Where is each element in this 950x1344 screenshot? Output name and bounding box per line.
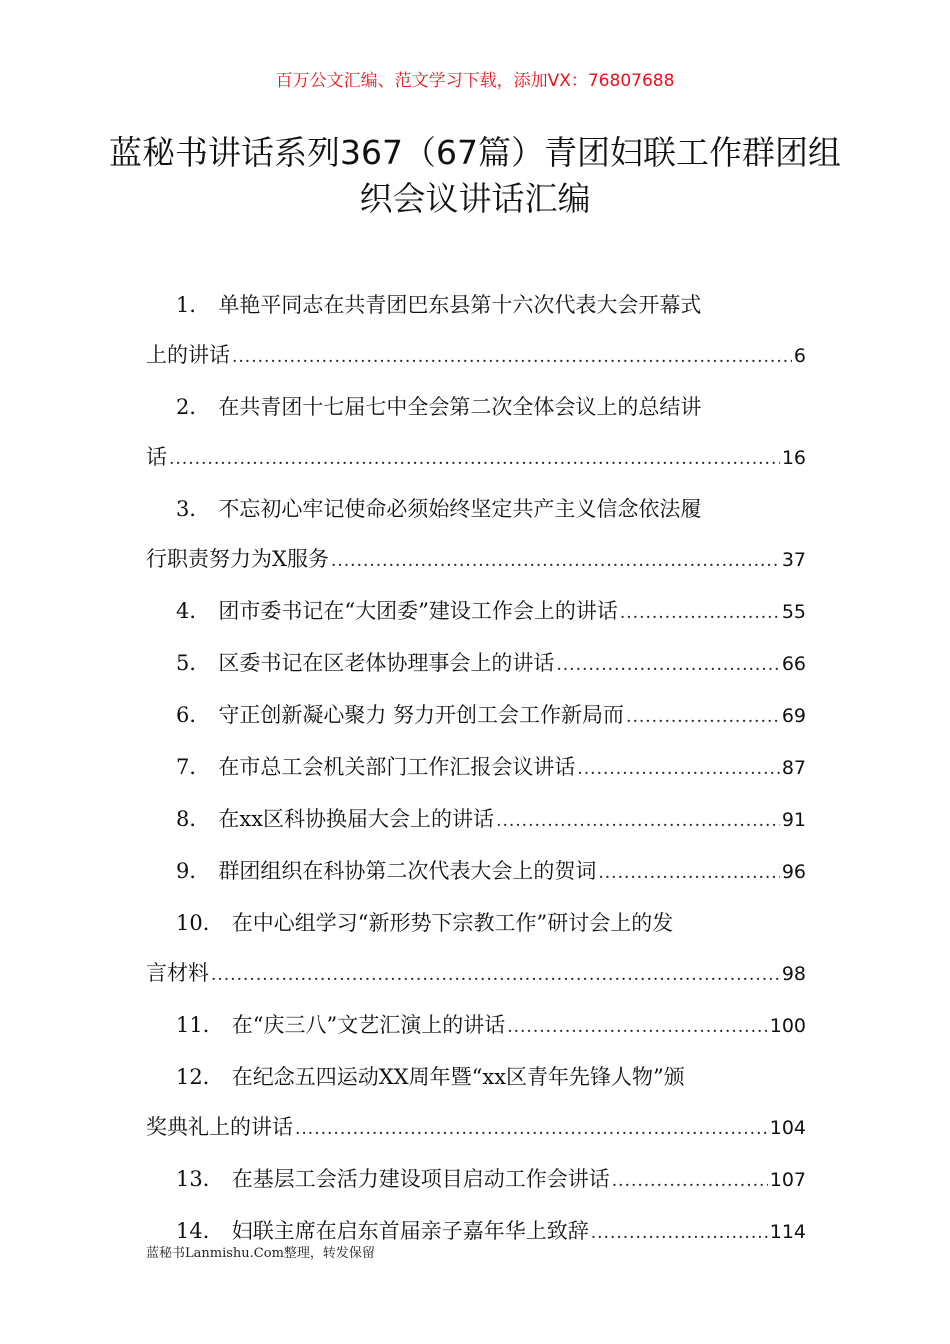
toc-leader-dots	[211, 950, 780, 1000]
toc-page-number: 107	[769, 1169, 806, 1191]
toc-leader-dots	[507, 1002, 768, 1052]
toc-leader-dots	[496, 796, 780, 846]
toc-entry-number: 7．	[176, 755, 211, 779]
toc-entry-number: 9．	[176, 859, 211, 883]
toc-page-number: 87	[781, 757, 806, 779]
toc-entry-title: 在“庆三八”文艺汇演上的讲话	[231, 1013, 506, 1037]
toc-entry-number: 5．	[176, 651, 211, 675]
toc-page-number: 55	[781, 601, 806, 623]
toc-entry-title: 群团组织在科协第二次代表大会上的贺词	[218, 859, 597, 883]
toc-page-number: 104	[769, 1117, 806, 1139]
toc-entry-number: 6．	[176, 703, 211, 727]
toc-entry-title: 上的讲话	[146, 343, 230, 367]
toc-leader-dots	[556, 640, 779, 690]
toc-entry-title: 团市委书记在“大团委”建设工作会上的讲话	[218, 599, 618, 623]
toc-leader-dots	[169, 434, 780, 484]
toc-entry[interactable]	[146, 382, 806, 484]
toc-page-number: 66	[781, 653, 806, 675]
toc-entry[interactable]	[146, 794, 806, 846]
toc-entry[interactable]	[146, 690, 806, 742]
toc-entry-title: 在中心组学习“新形势下宗教工作”研讨会上的发	[231, 911, 674, 935]
toc-page-number: 69	[781, 705, 806, 727]
toc-page-number: 96	[781, 861, 806, 883]
toc-entry-number: 4．	[176, 599, 211, 623]
toc-entry-number: 1．	[176, 293, 211, 317]
toc-entry-number: 13．	[176, 1167, 224, 1191]
toc-leader-dots	[612, 1156, 768, 1206]
toc-entry-number: 12．	[176, 1065, 224, 1089]
toc-entry[interactable]	[146, 846, 806, 898]
toc-leader-dots	[626, 692, 780, 742]
document-title: 蓝秘书讲话系列367（67篇）青团妇联工作群团组织会议讲话汇编	[109, 133, 841, 218]
toc-entry-title: 在纪念五四运动XX周年暨“xx区青年先锋人物”颁	[231, 1065, 685, 1089]
toc-leader-dots	[591, 1208, 768, 1258]
toc-entry-number: 2．	[176, 395, 211, 419]
toc-entry-title: 区委书记在区老体协理事会上的讲话	[218, 651, 555, 675]
toc-entry-title: 话	[146, 445, 167, 469]
toc-entry-number: 3．	[176, 497, 211, 521]
toc-entry-title: 言材料	[146, 961, 209, 985]
toc-entry-title: 在共青团十七届七中全会第二次全体会议上的总结讲	[218, 395, 702, 419]
toc-leader-dots	[331, 536, 780, 586]
toc-entry-number: 11．	[176, 1013, 224, 1037]
toc-entry[interactable]	[146, 586, 806, 638]
toc-entry[interactable]	[146, 1052, 806, 1154]
toc-entry-title: 行职责努力为X服务	[146, 547, 329, 571]
toc-entry-title: 奖典礼上的讲话	[146, 1115, 293, 1139]
toc-leader-dots	[232, 332, 792, 382]
toc-entry[interactable]	[146, 280, 806, 382]
toc-page-number: 6	[793, 345, 806, 367]
toc-leader-dots	[598, 848, 779, 898]
toc-entry-title: 守正创新凝心聚力 努力开创工会工作新局而	[218, 703, 625, 727]
toc-page-number: 91	[781, 809, 806, 831]
toc-entry-title: 不忘初心牢记使命必须始终坚定共产主义信念依法履	[218, 497, 702, 521]
toc-page-number: 16	[781, 447, 806, 469]
toc-entry[interactable]	[146, 1000, 806, 1052]
toc-page-number: 114	[769, 1221, 806, 1243]
toc-entry-title: 在xx区科协换届大会上的讲话	[218, 807, 495, 831]
toc-entry[interactable]	[146, 1154, 806, 1206]
toc-entry-title: 在基层工会活力建设项目启动工作会讲话	[231, 1167, 610, 1191]
toc-entry[interactable]	[146, 898, 806, 1000]
toc-entry-title: 在市总工会机关部门工作汇报会议讲话	[218, 755, 576, 779]
toc-page-number: 37	[781, 549, 806, 571]
table-of-contents	[146, 280, 806, 1258]
toc-entry-number: 10．	[176, 911, 224, 935]
toc-entry[interactable]	[146, 484, 806, 586]
toc-entry[interactable]	[146, 638, 806, 690]
toc-entry-title: 妇联主席在启东首届亲子嘉年华上致辞	[231, 1219, 589, 1243]
toc-leader-dots	[295, 1104, 768, 1154]
toc-entry-title: 单艳平同志在共青团巴东县第十六次代表大会开幕式	[218, 293, 702, 317]
toc-entry-number: 14．	[176, 1219, 224, 1243]
toc-leader-dots	[620, 588, 780, 638]
toc-entry-number: 8．	[176, 807, 211, 831]
toc-page-number: 100	[769, 1015, 806, 1037]
toc-entry[interactable]	[146, 742, 806, 794]
toc-leader-dots	[577, 744, 779, 794]
top-banner: 百万公文汇编、范文学习下载，添加VX：76807688	[275, 71, 675, 91]
footer-note: 蓝秘书Lanmishu.Com整理，转发保留	[146, 1246, 375, 1261]
toc-page-number: 98	[781, 963, 806, 985]
